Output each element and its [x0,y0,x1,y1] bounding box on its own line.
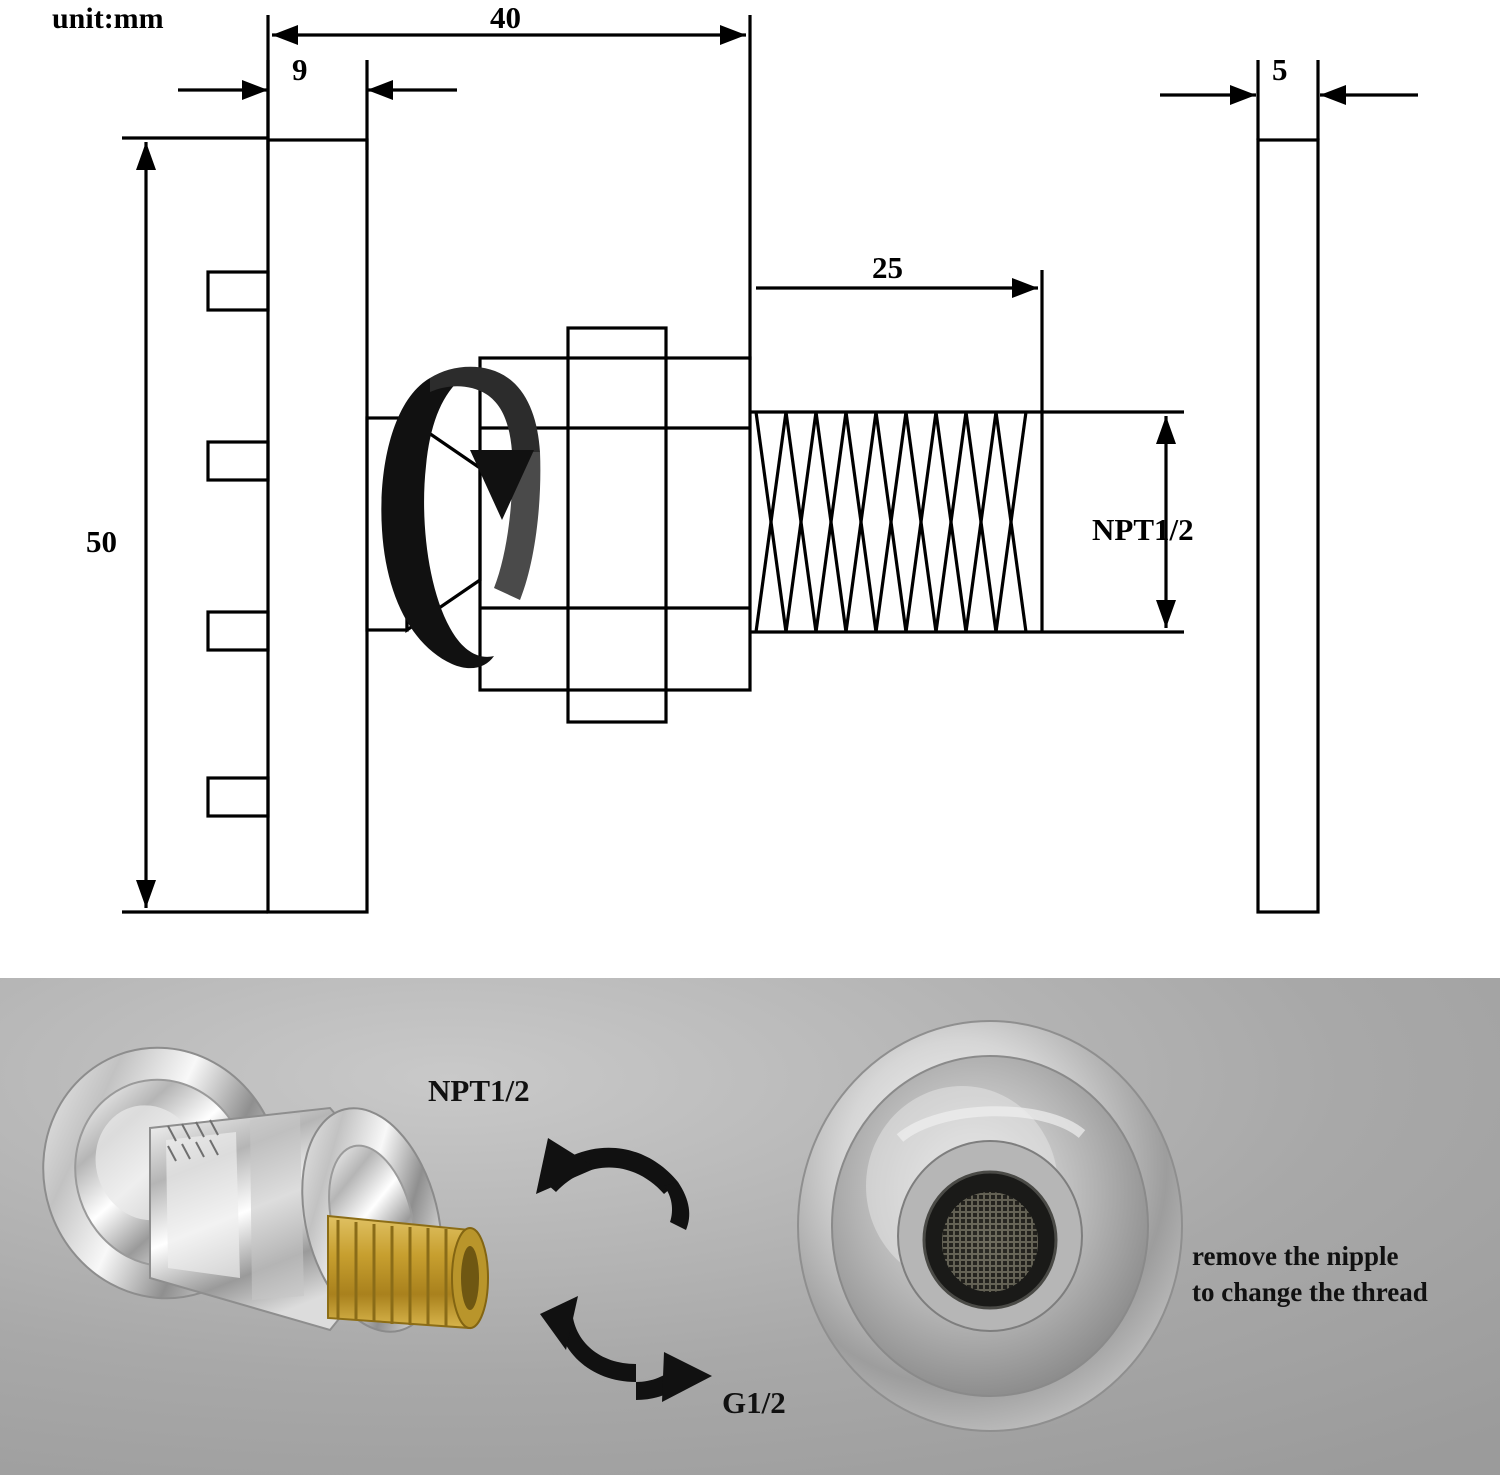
arrowhead-50-bottom [136,880,156,908]
dimension-label-50: 50 [86,524,117,559]
product-aerator-photo [798,1021,1182,1431]
arrowhead-40-left [272,25,298,45]
thread-profile [756,412,1026,632]
hex-nut [568,328,666,722]
brass-nipple [328,1216,488,1328]
photo-instruction-text [1192,1238,1428,1310]
arrowhead-5-left [1230,85,1256,105]
flange-tooth-2 [208,442,268,480]
arrowhead-5-right [1320,85,1346,105]
flange-tooth-1 [208,272,268,310]
instruction-line-1: remove the nipple [1192,1241,1399,1271]
thread-spec-label: NPT1/2 [1092,512,1194,547]
flange-plate [268,140,367,912]
photo-label-npt: NPT1/2 [428,1073,530,1108]
flange-tooth-4 [208,778,268,816]
arrowhead-npt-bottom [1156,600,1176,628]
arrowhead-npt-top [1156,416,1176,444]
instruction-line-2: to change the thread [1192,1277,1428,1307]
unit-note-label: unit:mm [52,2,164,35]
dimension-label-40: 40 [490,0,521,35]
dimension-label-5: 5 [1272,52,1288,87]
arrowhead-9-left [242,80,268,100]
photo-label-g12: G1/2 [722,1385,786,1420]
flange-tooth-3 [208,612,268,650]
arrowhead-50-top [136,142,156,170]
rotation-arrow-icon [381,367,540,668]
wall-plate [1258,140,1318,912]
arrowhead-25-right [1012,278,1038,298]
arrowhead-9-right [367,80,393,100]
arrowhead-40-right [720,25,746,45]
dimension-label-25: 25 [872,250,903,285]
dimension-label-9: 9 [292,52,308,87]
